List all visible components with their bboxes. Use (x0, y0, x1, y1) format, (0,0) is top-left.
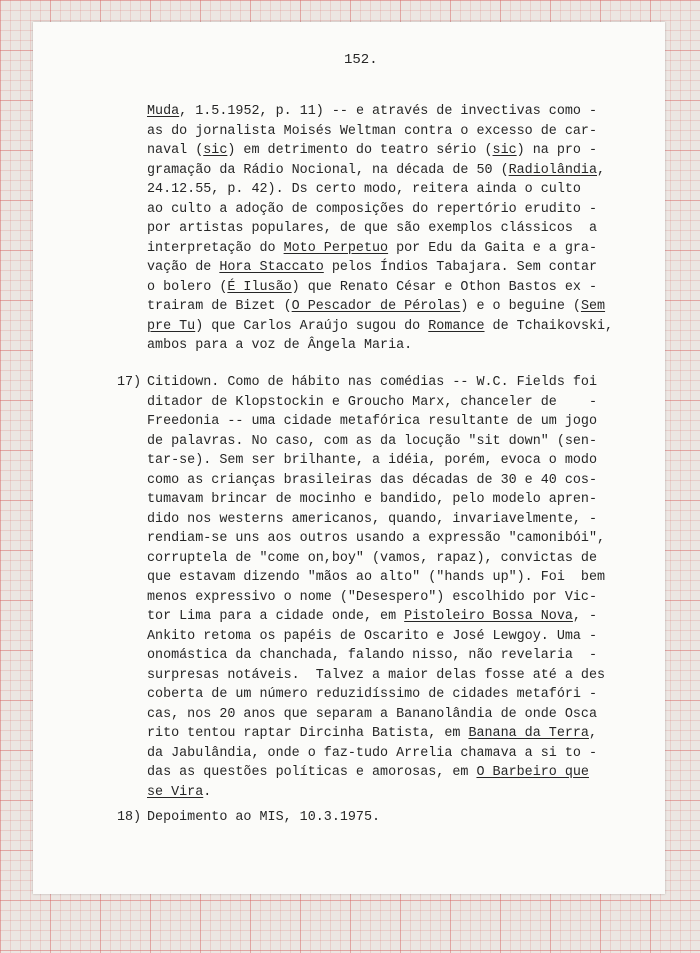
text-line: gramação da Rádio Nocional, na década de 50 (Radiolândia, (147, 162, 606, 178)
text-line: corruptela de "come on,boy" (vamos, rapaz), convictas de (147, 550, 597, 566)
underlined-title: O Barbeiro que (476, 765, 589, 780)
underlined-title: Radiolândia (508, 162, 598, 178)
note-17-text (147, 373, 605, 802)
text-line: interpretação do Moto Perpetuo por Edu da Gaita e a gra- (147, 240, 598, 256)
text-line: por artistas populares, de que são exemplos clássicos a (147, 221, 597, 236)
text-line: onomástica da chanchada, falando nisso, não revelaria - (147, 648, 597, 663)
text-line: se Vira. (147, 784, 212, 800)
paragraph-continued (147, 102, 613, 356)
underlined-title: Sem (580, 299, 606, 314)
underlined-title: Pistoleiro Bossa Nova (404, 609, 573, 624)
text-line: as do jornalista Moisés Weltman contra o excesso de car- (147, 123, 597, 139)
text-line: ao culto a adoção de composições do repertório erudito - (147, 201, 597, 217)
text-line: pre Tu) que Carlos Araújo sugou do Romance de Tchaikovski, (147, 318, 614, 334)
text-line: de palavras. No caso, com as da locução "sit down" (sen- (147, 433, 597, 449)
page-number: 152. (344, 52, 378, 68)
text-line: Muda, 1.5.1952, p. 11) -- e através de invectivas como - (147, 104, 598, 119)
text-line: coberta de um número reduzidíssimo de cidades metafóri - (147, 687, 597, 702)
text-line: das as questões políticas e amorosas, em O Barbeiro que (147, 765, 589, 780)
text-line: tar-se). Sem ser brilhante, a idéia, porém, evoca o modo (147, 453, 597, 468)
text-line: tumavam brincar de mocinho e bandido, pelo modelo apren- (147, 492, 597, 507)
underlined-title: sic (492, 143, 517, 158)
underlined-title: Moto Perpetuo (283, 240, 389, 256)
text-line: cas, nos 20 anos que separam a Bananolândia de onde Osca (147, 706, 597, 722)
text-line: surpresas notáveis. Talvez a maior delas fosse até a des (147, 667, 606, 683)
text-line: ditador de Klopstockin e Groucho Marx, chanceler de - (147, 394, 597, 410)
note-number-17: 17) (117, 375, 142, 390)
text-line: Ankito retoma os papéis de Oscarito e José Lewgoy. Uma - (147, 628, 597, 644)
note-18-text: Depoimento ao MIS, 10.3.1975. (147, 810, 381, 825)
text-line: trairam de Bizet (O Pescador de Pérolas) e o beguine (Sem (147, 299, 606, 314)
underlined-title: Hora Staccato (219, 260, 324, 275)
text-line: o bolero (É Ilusão) que Renato César e Othon Bastos ex - (147, 279, 598, 295)
text-line: como as crianças brasileiras das décadas de 30 e 40 cos- (147, 472, 597, 488)
underlined-title: O Pescador de Pérolas (291, 299, 461, 314)
document-page (33, 22, 665, 894)
text-line: rito tentou raptar Dircinha Batista, em Banana da Terra, (147, 726, 598, 741)
text-line: Citidown. Como de hábito nas comédias -- W.C. Fields foi (147, 375, 597, 390)
text-line: vação de Hora Staccato pelos Índios Tabajara. Sem contar (147, 260, 598, 275)
underlined-title: pre Tu (147, 318, 196, 334)
underlined-title: se Vira (147, 784, 204, 800)
underlined-title: Muda (147, 104, 180, 119)
text-line: naval (sic) em detrimento do teatro sério (sic) na pro - (147, 143, 598, 158)
underlined-title: Banana da Terra (468, 726, 589, 741)
underlined-title: sic (203, 143, 228, 158)
underlined-title: É Ilusão (227, 279, 292, 295)
text-line: 24.12.55, p. 42). Ds certo modo, reitera ainda o culto (147, 182, 581, 197)
text-line: dido nos westerns americanos, quando, invariavelmente, - (147, 511, 597, 527)
text-line: menos expressivo o nome ("Desespero") escolhido por Vic- (147, 589, 597, 605)
text-line: da Jabulândia, onde o faz-tudo Arrelia chamava a si to - (147, 745, 597, 761)
text-line: que estavam dizendo "mãos ao alto" ("hands up"). Foi bem (147, 570, 606, 585)
text-line: tor Lima para a cidade onde, em Pistoleiro Bossa Nova, - (147, 609, 598, 624)
text-line: Freedonia -- uma cidade metafórica resultante de um jogo (147, 414, 597, 429)
note-number-18: 18) (117, 810, 142, 825)
text-line: ambos para a voz de Ângela Maria. (147, 338, 413, 353)
underlined-title: Romance (428, 318, 485, 334)
text-line: rendiam-se uns aos outros usando a expressão "camonibói", (147, 531, 606, 546)
